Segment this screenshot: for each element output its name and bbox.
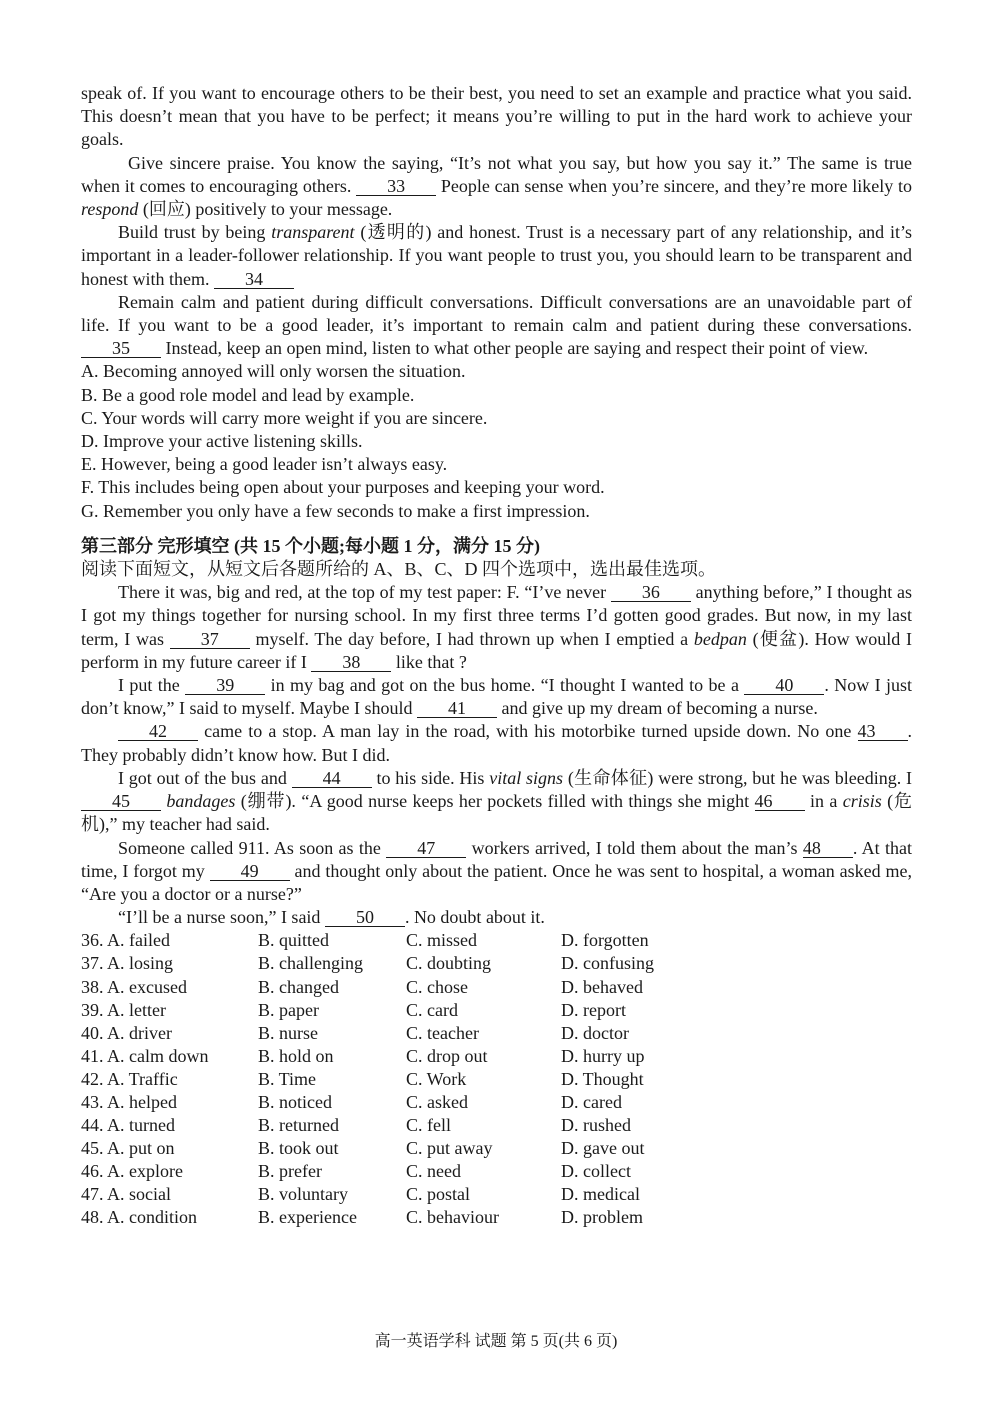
choice-b[interactable]: B. quitted [258,930,329,951]
italic-word: bedpan [693,628,747,649]
choice-a[interactable]: 39. A. letter [81,999,166,1020]
passage-paragraph [81,82,912,152]
italic-word: crisis [842,791,882,812]
blank-45[interactable]: 45 [81,792,161,811]
paragraph-text: “I’ll be a nurse soon,” I said [118,907,321,928]
choice-b[interactable]: B. paper [258,999,319,1020]
blank-40[interactable]: 40 [744,676,824,695]
choice-a[interactable]: 37. A. losing [81,953,174,974]
blank-39[interactable]: 39 [185,676,265,695]
blank-35[interactable]: 35 [81,339,161,358]
choice-c[interactable]: C. doubting [406,953,492,974]
cloze-paragraph [81,906,912,929]
blank-37[interactable]: 37 [170,630,250,649]
exam-page [81,82,912,1230]
choice-c[interactable]: C. behaviour [406,1207,499,1228]
choice-b[interactable]: B. Time [258,1068,317,1089]
cloze-paragraph [81,720,912,766]
paragraph-text: Remain calm and patient during difficult conversations. Difficult conversations are an unavoidable part of life. If you want to be a good leader, it’s important to remain calm and patient during these conversations. [81,291,912,336]
choice-b[interactable]: B. returned [258,1115,339,1136]
paragraph-text: (便盆). How would I perform in my future career if I [81,628,913,672]
blank-42[interactable]: 42 [118,722,198,741]
choice-a[interactable]: 48. A. condition [81,1207,197,1228]
cloze-paragraph [81,767,912,837]
blank-46[interactable]: 46 [755,792,805,811]
choice-row-41 [81,1045,912,1068]
choice-b[interactable]: B. experience [258,1207,357,1228]
blank-43[interactable]: 43 [858,722,908,741]
option-d: D. Improve your active listening skills. [81,431,363,452]
choice-a[interactable]: 45. A. put on [81,1138,175,1159]
section-title: 第三部分 完形填空 (共 15 个小题;每小题 1 分，满分 15 分) [81,535,540,556]
choice-c[interactable]: C. teacher [406,1022,479,1043]
passage-paragraph [81,221,912,291]
choice-b[interactable]: B. noticed [258,1091,332,1112]
choice-d[interactable]: D. gave out [561,1138,645,1159]
paragraph-text: People can sense when you’re sincere, and they’re more likely to [440,175,913,196]
paragraph-text: and give up my dream of becoming a nurse. [501,698,818,719]
page-footer: 高一英语学科 试题 第 5 页(共 6 页) [374,1333,618,1350]
paragraph-text: . No doubt about it. [404,907,545,928]
choice-c[interactable]: C. drop out [406,1045,488,1066]
blank-36[interactable]: 36 [611,583,691,602]
italic-word: bandages [166,791,236,812]
choice-c[interactable]: C. put away [406,1138,493,1159]
choice-row-44 [81,1114,912,1137]
italic-word: respond [81,199,139,220]
choice-d[interactable]: D. cared [561,1091,622,1112]
paragraph-text: Someone called 911. As soon as the [118,837,381,858]
paragraph-text: (生命体征) were strong, but he was bleeding. I [567,767,912,788]
option-b: B. Be a good role model and lead by example. [81,384,415,405]
choice-b[interactable]: B. hold on [258,1045,334,1066]
blank-33[interactable]: 33 [356,177,436,196]
paragraph-text: in a [809,791,838,812]
paragraph-text: I put the [118,675,180,696]
cloze-paragraph [81,837,912,907]
choice-a[interactable]: 40. A. driver [81,1022,172,1043]
paragraph-text: There it was, big and red, at the top of my test paper: F. “I’ve never [118,582,607,603]
choice-d[interactable]: D. medical [561,1184,640,1205]
choice-a[interactable]: 42. A. Traffic [81,1068,178,1089]
choice-a[interactable]: 36. A. failed [81,930,170,951]
choice-d[interactable]: D. doctor [561,1022,629,1043]
choice-d[interactable]: D. behaved [561,976,643,997]
choice-c[interactable]: C. fell [406,1115,451,1136]
paragraph-text: Instead, keep an open mind, listen to what other people are saying and respect their point of view. [165,338,869,359]
blank-49[interactable]: 49 [210,862,290,881]
choice-b[interactable]: B. voluntary [258,1184,348,1205]
choice-c[interactable]: C. need [406,1161,461,1182]
choice-d[interactable]: D. report [561,999,626,1020]
paragraph-text: . At that time, I forgot my [81,837,913,881]
choice-row-40 [81,1022,912,1045]
choice-a[interactable]: 46. A. explore [81,1161,183,1182]
choice-row-37 [81,952,912,975]
choice-d[interactable]: D. confusing [561,953,654,974]
choice-c[interactable]: C. card [406,999,458,1020]
option-e: E. However, being a good leader isn’t always easy. [81,454,448,475]
passage-paragraph [81,152,912,222]
choice-d[interactable]: D. Thought [561,1068,644,1089]
blank-41[interactable]: 41 [417,699,497,718]
option-list [81,360,912,522]
paragraph-text: . They probably didn’t know how. But I did. [81,721,913,765]
choice-row-46 [81,1160,912,1183]
choice-d[interactable]: D. problem [561,1207,643,1228]
paragraph-text: speak of. If you want to encourage others to be their best, you need to set an example and practice what you said. This doesn’t mean that you have to be perfect; it means you’re willing to put in the hard work to achieve your goals. [81,83,912,150]
choice-row-45 [81,1137,912,1160]
paragraph-text: to his side. His [376,767,485,788]
choice-b[interactable]: B. took out [258,1138,339,1159]
choice-row-38 [81,976,912,999]
blank-50[interactable]: 50 [325,908,405,927]
passage-paragraph [81,291,912,361]
paragraph-text: I got out of the bus and [118,767,287,788]
choice-c[interactable]: C. asked [406,1091,468,1112]
paragraph-text: (绷带). “A good nurse keeps her pockets filled with things she might [240,791,750,812]
paragraph-text: (回应) positively to your message. [142,199,393,220]
choice-c[interactable]: C. chose [406,976,468,997]
option-g: G. Remember you only have a few seconds to make a first impression. [81,500,590,521]
paragraph-text: workers arrived, I told them about the man’s [471,837,798,858]
choice-a[interactable]: 43. A. helped [81,1091,177,1112]
choice-a[interactable]: 41. A. calm down [81,1045,209,1066]
option-c: C. Your words will carry more weight if you are sincere. [81,407,488,428]
blank-47[interactable]: 47 [386,839,466,858]
choice-d[interactable]: D. rushed [561,1115,631,1136]
choice-row-47 [81,1183,912,1206]
choice-c[interactable]: C. postal [406,1184,471,1205]
choice-row-43 [81,1091,912,1114]
choice-a[interactable]: 38. A. excused [81,976,187,997]
blank-48[interactable]: 48 [803,839,853,858]
choice-b[interactable]: B. nurse [258,1022,318,1043]
paragraph-text: in my bag and got on the bus home. “I thought I wanted to be a [270,675,739,696]
paragraph-text: myself. The day before, I had thrown up when I emptied a [255,628,689,649]
choice-row-39 [81,999,912,1022]
choice-b[interactable]: B. changed [258,976,339,997]
choice-c[interactable]: C. missed [406,930,478,951]
italic-word: vital signs [489,767,564,788]
paragraph-text: (危机),” my teacher had said. [81,791,913,835]
blank-44[interactable]: 44 [292,769,372,788]
choice-b[interactable]: B. prefer [258,1161,322,1182]
paragraph-text: and thought only about the patient. Once he was sent to hospital, a woman asked me, “Are you a doctor or a nurse?” [81,860,913,904]
blank-38[interactable]: 38 [311,653,391,672]
paragraph-text: Build trust by being [118,222,266,243]
choice-d[interactable]: D. collect [561,1161,631,1182]
paragraph-text: . Now I just don’t know,” I said to myself. Maybe I should [81,675,913,719]
paragraph-text: came to a stop. A man lay in the road, with his motorbike turned upside down. No one [204,721,852,742]
paragraph-text: like that ? [395,651,467,672]
blank-34[interactable]: 34 [214,270,294,289]
choice-table [81,929,912,1229]
cloze-paragraph [81,674,912,720]
paragraph-text: (透明的) and honest. Trust is a necessary part of any relationship, and it’s important in a leader-follower relationship. If you want people to trust you, you should learn to be transparent and honest with them. [81,222,912,289]
choice-row-42 [81,1068,912,1091]
choice-a[interactable]: 47. A. social [81,1184,171,1205]
choice-c[interactable]: C. Work [406,1068,467,1089]
choice-row-48 [81,1206,912,1229]
choice-row-36 [81,929,912,952]
choice-d[interactable]: D. forgotten [561,930,649,951]
italic-word: transparent [271,222,355,243]
section-instruction: 阅读下面短文，从短文后各题所给的 A、B、C、D 四个选项中，选出最佳选项。 [81,559,717,580]
option-a: A. Becoming annoyed will only worsen the situation. [81,361,466,382]
choice-b[interactable]: B. challenging [258,953,363,974]
cloze-paragraph [81,581,912,674]
choice-d[interactable]: D. hurry up [561,1045,645,1066]
choice-a[interactable]: 44. A. turned [81,1115,175,1136]
option-f: F. This includes being open about your purposes and keeping your word. [81,477,605,498]
paragraph-text: anything before,” I thought as I got my things together for nursing school. In my first three terms I’d gotten good grades. But now, in my last term, I was [81,582,912,649]
paragraph-text: Give sincere praise. You know the saying, “It’s not what you say, but how you say it.” The same is true when it comes to encouraging others. [81,152,912,196]
